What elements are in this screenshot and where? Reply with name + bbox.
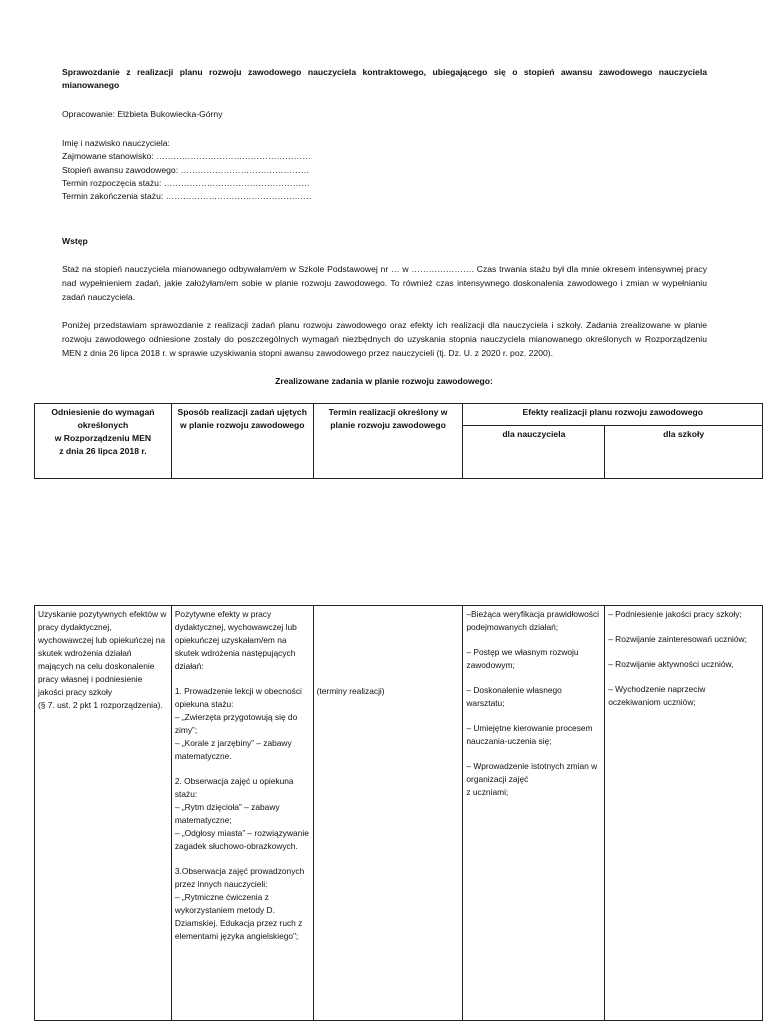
teacher-name-line: Imię i nazwisko nauczyciela:	[62, 138, 170, 148]
intro-paragraph-2: Poniżej przedstawiam sprawozdanie z realizacji zadań planu rozwoju zawodowego oraz efekty ich realizacji dla nauczyciela i szkoły. Zadania zrealizowane w planie rozwoju zawodowego odniesione zostały do poszczególnych wymagań niezbędnych do uzyskania stopnia nauczyciela mianowanego określonych w Rozporządzeniu MEN z dnia 26 lipca 2018 r. w sprawie uzyskiwania stopni awansu zawodowego przez nauczycieli (tj. Dz. U. z 2020 r. poz. 2200).	[62, 320, 707, 358]
method-cell: Pozytywne efekty w pracy dydaktycznej, wychowawczej lub opiekuńczej uzyskałam/em na skutek wdrożenia następujących działań: 1. Prowadzenie lekcji w obecności opiekuna stażu: – „Zwierzęta przygotowują się do zimy”; – „Korale z jarzębiny” – zabawy matematyczne. 2. Obserwacja zajęć u opiekuna stażu: – „Rytm dzięcioła” – zabawy matematyczne; – „Odgłosy miasta” – rozwiązywanie zagadek słuchowo-obrazkowych. 3.Obserwacja zajęć prowadzonych przez innych nauczycieli: – „Rytmiczne ćwiczenia z wykorzystaniem metody D. Dziamskiej. Edukacja przez ruch z elementami języka angielskiego”;	[171, 606, 313, 1021]
intro-heading: Wstęp	[62, 236, 88, 246]
header-effects-teacher: dla nauczyciela	[463, 426, 605, 479]
position-line: Zajmowane stanowisko: ………………………………………………	[62, 151, 311, 162]
header-term: Termin realizacji określony w planie rozwoju zawodowego	[313, 404, 463, 479]
author-line: Opracowanie: Elżbieta Bukowiecka-Górny	[62, 109, 223, 119]
header-effects-school: dla szkoły	[605, 426, 763, 479]
effects-teacher-cell: –Bieżąca weryfikacja prawidłowości podejmowanych działań; – Postęp we własnym rozwoju zawodowym; – Doskonalenie własnego warsztatu; – Umiejętne kierowanie procesem nauczania-uczenia się; – Wprowadzenie istotnych zmian w organizacji zajęć z uczniami;	[463, 606, 605, 1021]
internship-end-line: Termin zakończenia stażu: ……………………………………………	[62, 191, 312, 202]
intro-paragraph-1: Staż na stopień nauczyciela mianowanego odbywałam/em w Szkole Podstawowej nr … w …………………. Czas trwania stażu był dla mnie okresem intensywnej pracy nad wypełnieniem zadań, jakie założyłam/em sobie w planie rozwoju zawodowego. To również czas intensywnego doskonalenia zawodowego i zmian w wypełnianiu zadań nauczyciela.	[62, 264, 707, 302]
tasks-table-row	[34, 605, 763, 1021]
internship-start-line: Termin rozpoczęcia stażu: ……………………………………………	[62, 177, 310, 188]
requirement-cell: Uzyskanie pozytywnych efektów w pracy dydaktycznej, wychowawczej lub opiekuńczej na skutek wdrożenia działań mających na celu doskonalenie pracy własnej i podniesienie jakości pracy szkoły (§ 7. ust. 2 pkt 1 rozporządzenia).	[35, 606, 172, 1021]
teacher-info	[62, 137, 312, 204]
promotion-level-line: Stopień awansu zawodowego: ………………………………………	[62, 164, 310, 175]
header-method: Sposób realizacji zadań ujętych w planie rozwoju zawodowego	[171, 404, 313, 479]
tasks-table-header	[34, 403, 763, 479]
term-cell: (terminy realizacji)	[313, 606, 463, 1021]
header-effects: Efekty realizacji planu rozwoju zawodowego	[463, 404, 763, 426]
tasks-title: Zrealizowane zadania w planie rozwoju zawodowego:	[275, 376, 493, 386]
document-title: Sprawozdanie z realizacji planu rozwoju zawodowego nauczyciela kontraktowego, ubiegającego się o stopień awansu zawodowego nauczyciela mianowanego	[62, 67, 707, 90]
header-requirement: Odniesienie do wymagań określonych w Rozporządzeniu MEN z dnia 26 lipca 2018 r.	[35, 404, 172, 479]
effects-school-cell: – Podniesienie jakości pracy szkoły; – Rozwijanie zainteresowań uczniów; – Rozwijanie aktywności uczniów, – Wychodzenie naprzeciw oczekiwaniom uczniów;	[605, 606, 763, 1021]
